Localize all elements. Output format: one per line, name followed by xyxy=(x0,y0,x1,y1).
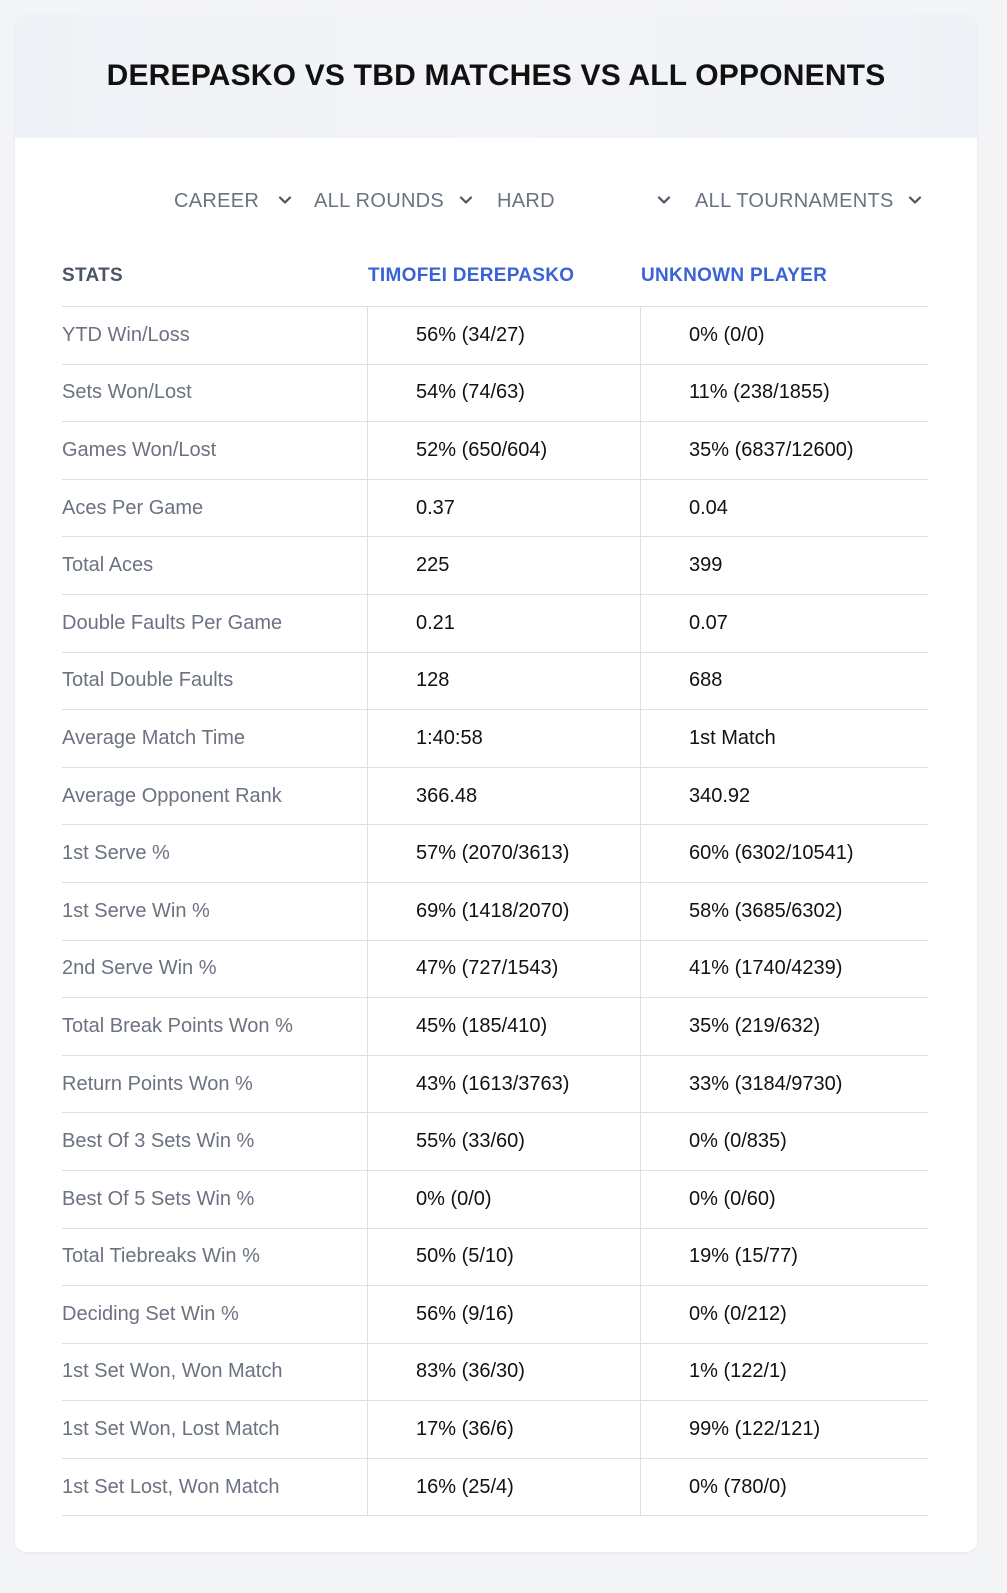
player2-value: 60% (6302/10541) xyxy=(689,842,854,865)
rounds-filter-dropdown[interactable] xyxy=(314,186,476,216)
table-header-row xyxy=(62,247,928,307)
player1-value: 54% (74/63) xyxy=(416,381,525,404)
player1-value: 52% (650/604) xyxy=(416,438,548,461)
card-header xyxy=(15,15,977,138)
stat-label: 1st Serve Win % xyxy=(62,899,210,922)
player1-value: 56% (34/27) xyxy=(416,323,525,346)
table-body xyxy=(62,307,928,1516)
stat-label: Aces Per Game xyxy=(62,496,204,519)
stat-label: 1st Set Lost, Won Match xyxy=(62,1475,280,1498)
player2-value: 58% (3685/6302) xyxy=(689,899,843,922)
column-divider xyxy=(367,307,368,1516)
stat-label: 1st Set Won, Won Match xyxy=(62,1360,283,1383)
player1-value: 47% (727/1543) xyxy=(416,957,559,980)
player2-value: 0% (0/212) xyxy=(689,1302,787,1325)
stat-label: Return Points Won % xyxy=(62,1072,253,1095)
table-row xyxy=(62,883,928,941)
table-row xyxy=(62,307,928,365)
column-divider xyxy=(640,307,641,1516)
table-row xyxy=(62,1171,928,1229)
stat-label: Average Match Time xyxy=(62,726,246,749)
player1-value: 56% (9/16) xyxy=(416,1302,514,1325)
chevron-down-icon xyxy=(277,192,293,208)
tournaments-filter-label: ALL TOURNAMENTS xyxy=(695,189,894,212)
player2-value: 0.04 xyxy=(689,496,728,519)
player2-value: 11% (238/1855) xyxy=(689,381,830,404)
rounds-filter-label: ALL ROUNDS xyxy=(314,189,445,212)
player1-value: 16% (25/4) xyxy=(416,1475,514,1498)
player1-value: 17% (36/6) xyxy=(416,1418,514,1441)
player1-value: 0.37 xyxy=(416,496,455,519)
table-row xyxy=(62,1113,928,1171)
tournaments-filter-dropdown[interactable] xyxy=(695,186,925,216)
player2-value: 99% (122/121) xyxy=(689,1418,821,1441)
player2-value: 0% (780/0) xyxy=(689,1475,787,1498)
player2-value: 1% (122/1) xyxy=(689,1360,787,1383)
chevron-down-icon xyxy=(656,192,672,208)
stat-label: Double Faults Per Game xyxy=(62,611,283,634)
page-title: DEREPASKO VS TBD MATCHES VS ALL OPPONENTS xyxy=(106,58,886,92)
player2-value: 399 xyxy=(689,554,723,577)
player1-value: 57% (2070/3613) xyxy=(416,842,570,865)
table-row xyxy=(62,653,928,711)
table-row xyxy=(62,595,928,653)
table-row xyxy=(62,365,928,423)
stat-label: 2nd Serve Win % xyxy=(62,957,217,980)
stat-label: 1st Serve % xyxy=(62,842,170,865)
stat-label: Total Double Faults xyxy=(62,669,234,692)
filter-bar xyxy=(15,138,977,264)
stats-column-header: STATS xyxy=(62,265,123,286)
career-filter-dropdown[interactable] xyxy=(174,186,294,216)
stat-label: Total Tiebreaks Win % xyxy=(62,1245,260,1268)
table-row xyxy=(62,1344,928,1402)
stats-card xyxy=(15,15,977,1552)
stat-label: Total Aces xyxy=(62,554,154,577)
player1-value: 43% (1613/3763) xyxy=(416,1072,570,1095)
stat-label: Sets Won/Lost xyxy=(62,381,192,404)
table-row xyxy=(62,480,928,538)
player2-column-header[interactable]: UNKNOWN PLAYER xyxy=(641,265,828,286)
player1-value: 0% (0/0) xyxy=(416,1187,492,1210)
player2-value: 0% (0/60) xyxy=(689,1187,776,1210)
stats-table xyxy=(62,247,928,1516)
player1-value: 128 xyxy=(416,669,450,692)
player2-value: 35% (219/632) xyxy=(689,1014,821,1037)
stat-label: Average Opponent Rank xyxy=(62,784,282,807)
player2-value: 0% (0/835) xyxy=(689,1130,787,1153)
table-row xyxy=(62,1056,928,1114)
player2-value: 0% (0/0) xyxy=(689,323,765,346)
player1-value: 55% (33/60) xyxy=(416,1130,525,1153)
table-row xyxy=(62,537,928,595)
player1-value: 366.48 xyxy=(416,784,478,807)
player1-value: 0.21 xyxy=(416,611,455,634)
player1-value: 83% (36/30) xyxy=(416,1360,525,1383)
stat-label: Best Of 5 Sets Win % xyxy=(62,1187,255,1210)
stat-label: Best Of 3 Sets Win % xyxy=(62,1130,255,1153)
player2-value: 688 xyxy=(689,669,723,692)
chevron-down-icon xyxy=(907,192,923,208)
surface-filter-label: HARD xyxy=(497,189,555,212)
table-row xyxy=(62,422,928,480)
player2-value: 41% (1740/4239) xyxy=(689,957,843,980)
table-row xyxy=(62,825,928,883)
table-row xyxy=(62,710,928,768)
table-row xyxy=(62,1459,928,1517)
stat-label: 1st Set Won, Lost Match xyxy=(62,1418,280,1441)
stat-label: Total Break Points Won % xyxy=(62,1014,293,1037)
player2-value: 1st Match xyxy=(689,726,776,749)
table-row xyxy=(62,941,928,999)
player2-value: 0.07 xyxy=(689,611,728,634)
table-row xyxy=(62,768,928,826)
stat-label: Games Won/Lost xyxy=(62,438,217,461)
table-row xyxy=(62,998,928,1056)
career-filter-label: CAREER xyxy=(174,189,260,212)
table-row xyxy=(62,1401,928,1459)
table-row xyxy=(62,1286,928,1344)
player1-column-header[interactable]: TIMOFEI DEREPASKO xyxy=(368,265,575,286)
player2-value: 33% (3184/9730) xyxy=(689,1072,843,1095)
player2-value: 19% (15/77) xyxy=(689,1245,798,1268)
stat-label: Deciding Set Win % xyxy=(62,1302,239,1325)
player2-value: 35% (6837/12600) xyxy=(689,438,854,461)
player1-value: 69% (1418/2070) xyxy=(416,899,570,922)
table-row xyxy=(62,1229,928,1287)
player1-value: 50% (5/10) xyxy=(416,1245,514,1268)
player1-value: 1:40:58 xyxy=(416,726,483,749)
player2-value: 340.92 xyxy=(689,784,751,807)
stat-label: YTD Win/Loss xyxy=(62,323,190,346)
chevron-down-icon xyxy=(458,192,474,208)
surface-filter-dropdown[interactable] xyxy=(497,186,675,216)
player1-value: 45% (185/410) xyxy=(416,1014,548,1037)
player1-value: 225 xyxy=(416,554,450,577)
